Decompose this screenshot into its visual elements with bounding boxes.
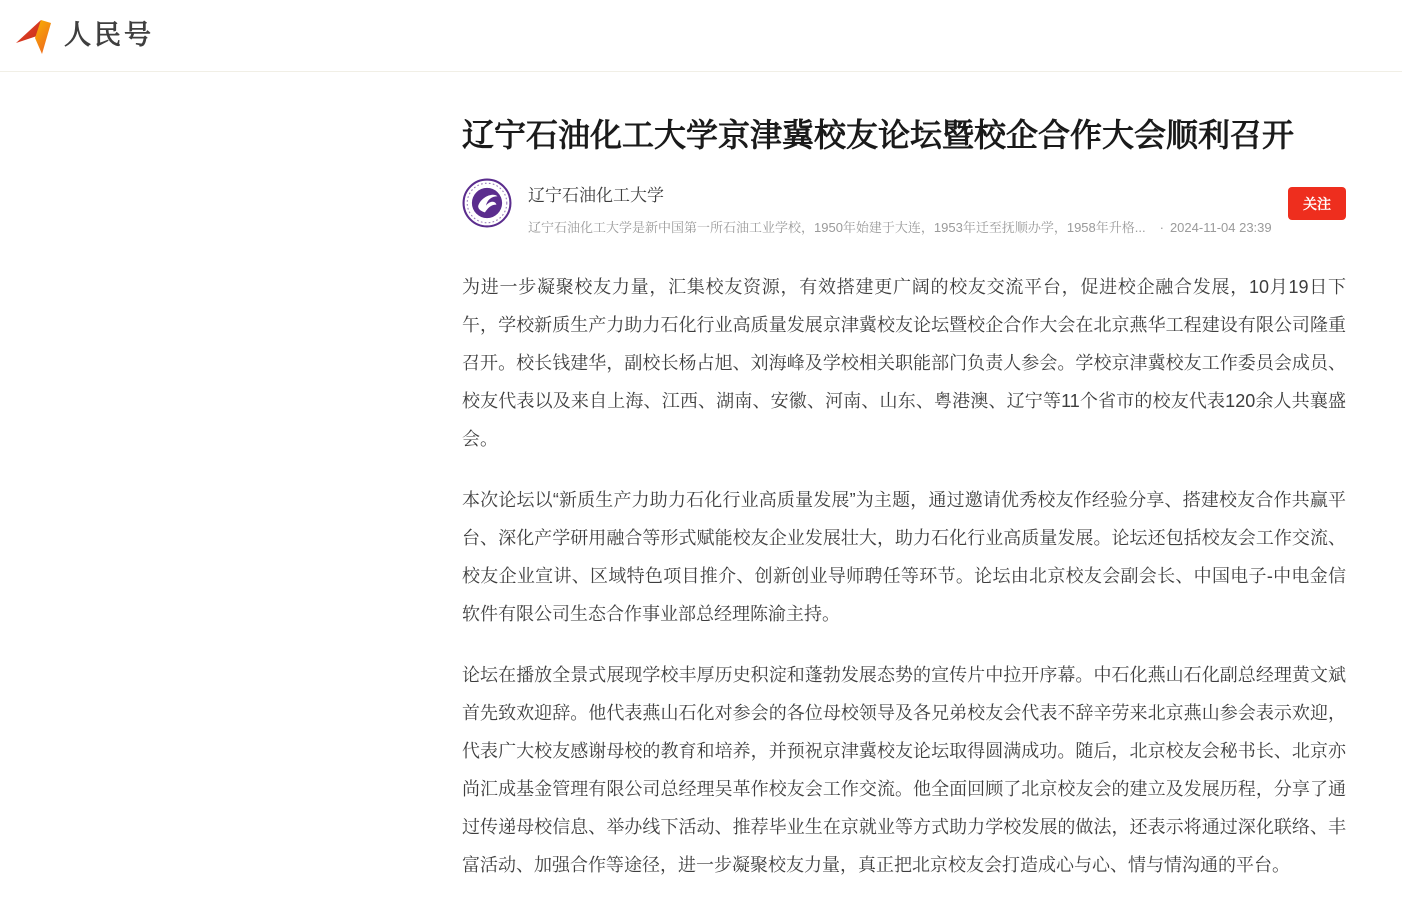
article-paragraph: 为进一步凝聚校友力量，汇集校友资源，有效搭建更广阔的校友交流平台，促进校企融合发展，10月19日下午，学校新质生产力助力石化行业高质量发展京津冀校友论坛暨校企合作大会在北京燕华工程建设有限公司隆重召开。校长钱建华，副校长杨占旭、刘海峰及学校相关职能部门负责人参会。学校京津冀校友工作委员会成员、校友代表以及来自上海、江西、湖南、安徽、河南、山东、粤港澳、辽宁等11个省市的校友代表120余人共襄盛会。 [462, 277, 1346, 449]
publish-date: 2024-11-04 23:39 [1169, 220, 1272, 235]
paper-plane-logo-icon [14, 16, 54, 56]
author-meta [528, 217, 1274, 236]
brand-wordmark: 人民号 [64, 20, 154, 50]
author-name[interactable]: 辽宁石油化工大学 [528, 186, 664, 205]
site-header [0, 0, 1402, 72]
article-body [462, 268, 1346, 917]
meta-separator-dot: · [1159, 220, 1164, 235]
author-info [528, 178, 1274, 236]
article-title: 辽宁石油化工大学京津冀校友论坛暨校企合作大会顺利召开 [462, 117, 1295, 153]
people-daily-logo[interactable] [14, 16, 154, 56]
article-content [462, 112, 1346, 917]
follow-button[interactable]: 关注 [1288, 187, 1346, 220]
author-avatar[interactable] [462, 178, 512, 228]
article-paragraph: 本次论坛以“新质生产力助力石化行业高质量发展”为主题，通过邀请优秀校友作经验分享、搭建校友合作共赢平台、深化产学研用融合等形式赋能校友企业发展壮大，助力石化行业高质量发展。论坛还包括校友会工作交流、校友企业宣讲、区域特色项目推介、创新创业导师聘任等环节。论坛由北京校友会副会长、中国电子-中电金信软件有限公司生态合作事业部总经理陈渝主持。 [462, 490, 1346, 624]
article-paragraph: 论坛在播放全景式展现学校丰厚历史积淀和蓬勃发展态势的宣传片中拉开序幕。中石化燕山石化副总经理黄文斌首先致欢迎辞。他代表燕山石化对参会的各位母校领导及各兄弟校友会代表不辞辛劳来北京燕山参会表示欢迎，代表广大校友感谢母校的教育和培养，并预祝京津冀校友论坛取得圆满成功。随后，北京校友会秘书长、北京亦尚汇成基金管理有限公司总经理吴革作校友会工作交流。他全面回顾了北京校友会的建立及发展历程，分享了通过传递母校信息、举办线下活动、推荐毕业生在京就业等方式助力学校发展的做法，还表示将通过深化联络、丰富活动、加强合作等途径，进一步凝聚校友力量，真正把北京校友会打造成心与心、情与情沟通的平台。 [462, 665, 1346, 875]
author-row [462, 178, 1346, 236]
author-description: 辽宁石油化工大学是新中国第一所石油工业学校，1950年始建于大连，1953年迁至抚顺办学，1958年升格... [528, 220, 1146, 235]
